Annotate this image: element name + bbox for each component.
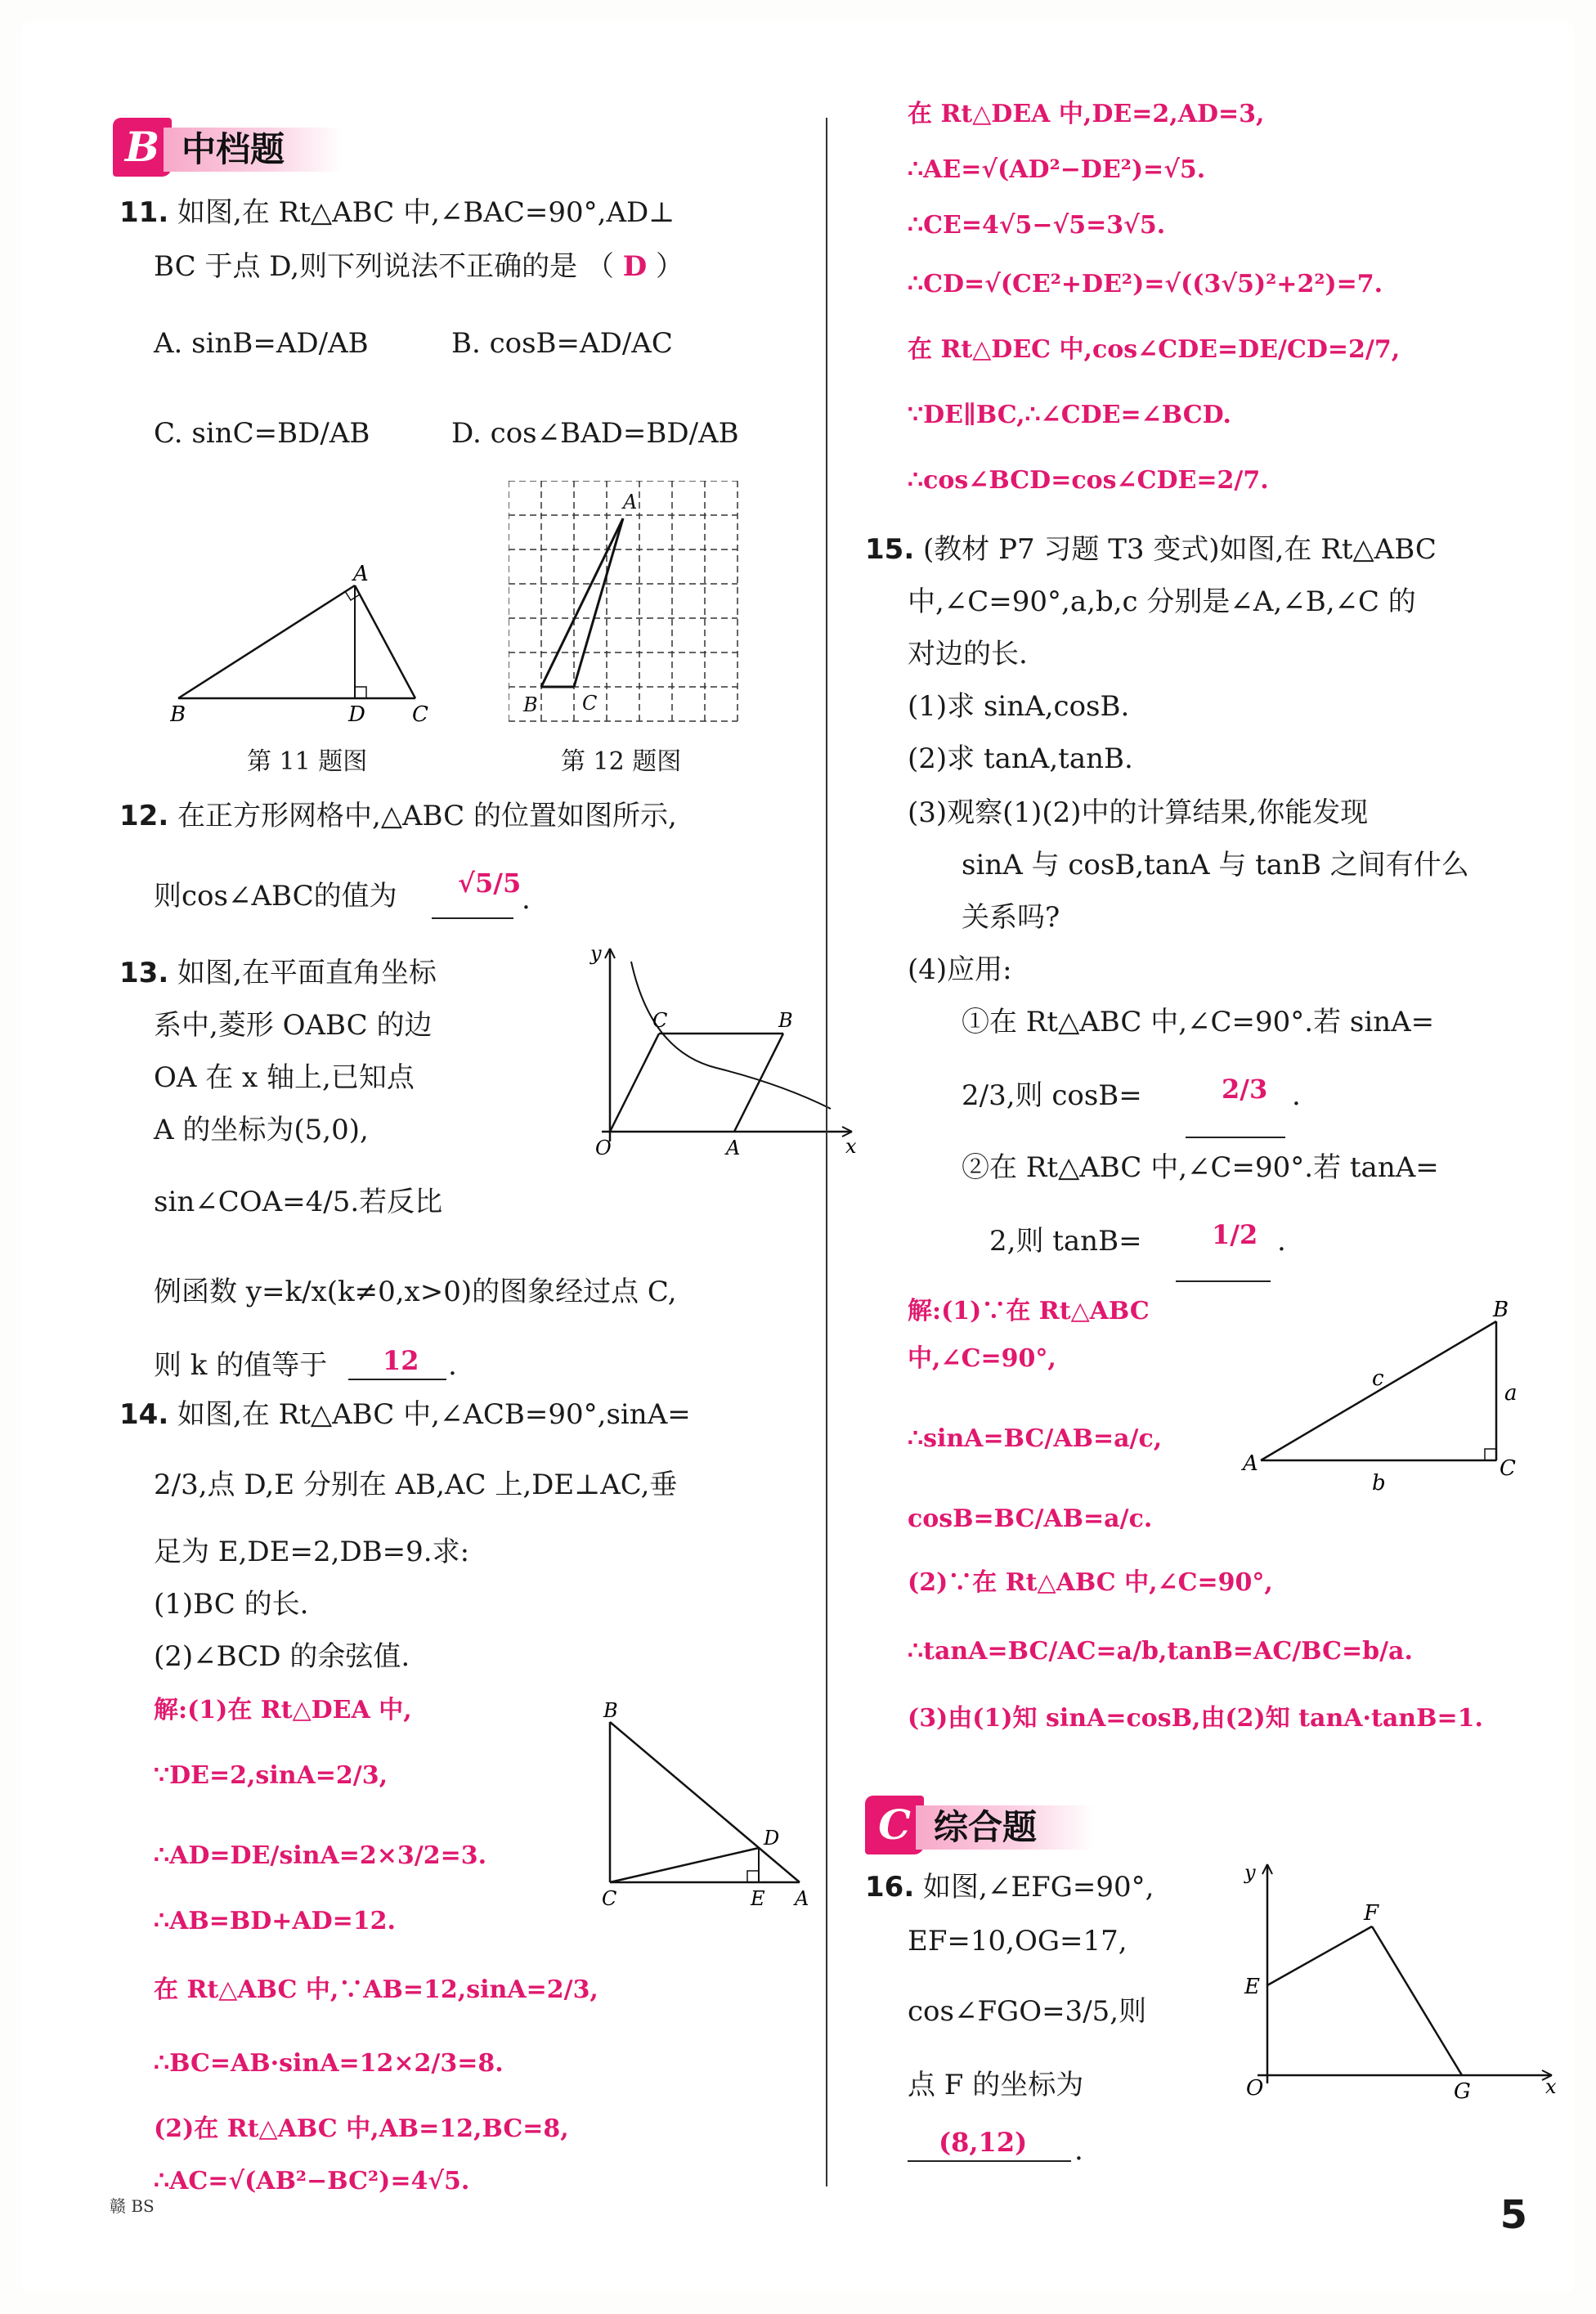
q15-sol-6: (3)由(1)知 sinA=cosB,由(2)知 tanA·tanB=1. xyxy=(908,1704,1483,1733)
svg-text:x: x xyxy=(1545,2075,1557,2098)
q15-text1: (教材 P7 习题 T3 变式)如图,在 Rt△ABC xyxy=(923,533,1437,566)
q14-line4: (1)BC 的长. xyxy=(154,1588,309,1621)
svg-text:C: C xyxy=(582,692,598,715)
q14-sol-3: ∴AB=BD+AD=12. xyxy=(154,1907,396,1935)
svg-text:y: y xyxy=(1244,1861,1256,1884)
svg-text:a: a xyxy=(1504,1381,1518,1406)
section-b-letter: B xyxy=(113,118,172,177)
figure-11-caption: 第 11 题图 xyxy=(247,747,368,776)
q15-line8: 关系吗? xyxy=(962,901,1060,934)
q12-answer-blank xyxy=(432,917,513,919)
q11-option-c: C. sinC=BD/AB xyxy=(154,417,370,450)
figure-12 xyxy=(509,481,739,728)
q15-period1: . xyxy=(1292,1079,1301,1112)
q16-answer: (8,12) xyxy=(939,2127,1028,2158)
q11-answer: D xyxy=(622,250,648,283)
svg-text:x: x xyxy=(845,1135,857,1158)
q14-line3: 足为 E,DE=2,DB=9.求: xyxy=(154,1536,470,1568)
figure-13 xyxy=(585,945,863,1158)
q13-line6: 例函数 y=k/x(k≠0,x>0)的图象经过点 C, xyxy=(154,1276,677,1308)
q15-line7: sinA 与 cosB,tanA 与 tanB 之间有什么 xyxy=(962,849,1469,881)
svg-text:B: B xyxy=(603,1699,618,1722)
q14-sol-5: ∴BC=AB·sinA=12×2/3=8. xyxy=(154,2049,504,2078)
svg-text:C: C xyxy=(652,1009,668,1032)
q14-sol-7: ∴AC=√(AB²−BC²)=4√5. xyxy=(154,2167,470,2195)
q16-period: . xyxy=(1074,2134,1083,2167)
svg-text:b: b xyxy=(1372,1471,1386,1493)
q13-text1: 如图,在平面直角坐标 xyxy=(177,957,437,989)
svg-text:A: A xyxy=(353,562,369,586)
q13-answer: 12 xyxy=(383,1345,419,1376)
q16-text1: 如图,∠EFG=90°, xyxy=(923,1871,1154,1904)
svg-text:A: A xyxy=(795,1887,809,1910)
svg-text:O: O xyxy=(595,1137,612,1158)
svg-text:y: y xyxy=(590,945,602,965)
q11-line1 xyxy=(119,193,675,232)
q14-sol-1: ∵DE=2,sinA=2/3, xyxy=(154,1761,388,1790)
q16-line4: 点 F 的坐标为 xyxy=(908,2069,1084,2101)
q14-line1 xyxy=(119,1395,691,1434)
q15-sol-1: 中,∠C=90°, xyxy=(908,1344,1056,1373)
q14-number: 14. xyxy=(119,1398,169,1431)
svg-text:c: c xyxy=(1372,1366,1384,1391)
q15-line13: 2,则 tanB= xyxy=(989,1225,1142,1258)
q15-answer2-blank xyxy=(1176,1280,1271,1282)
q12-answer: √5/5 xyxy=(458,868,522,899)
q15-line12: ②在 Rt△ABC 中,∠C=90°.若 tanA= xyxy=(962,1151,1439,1184)
q15-sol-3: cosB=BC/AB=a/c. xyxy=(908,1505,1153,1533)
q13-line3: OA 在 x 轴上,已知点 xyxy=(154,1061,415,1094)
figure-14 xyxy=(585,1697,823,1910)
svg-text:B: B xyxy=(778,1009,793,1032)
q13-line7: 则 k 的值等于 xyxy=(154,1349,328,1382)
q15-period2: . xyxy=(1277,1225,1286,1258)
q14-sol-cont-4: 在 Rt△DEC 中,cos∠CDE=DE/CD=2/7, xyxy=(908,335,1401,364)
svg-text:F: F xyxy=(1364,1901,1379,1926)
svg-text:B: B xyxy=(170,702,186,724)
figure-11 xyxy=(170,561,440,724)
q12-text1: 在正方形网格中,△ABC 的位置如图所示, xyxy=(177,800,677,832)
q15-line2: 中,∠C=90°,a,b,c 分别是∠A,∠B,∠C 的 xyxy=(908,585,1416,618)
section-b-title: 中档题 xyxy=(164,128,342,172)
q15-sol-0: 解:(1)∵在 Rt△ABC xyxy=(908,1297,1150,1325)
q14-sol-0: 解:(1)在 Rt△DEA 中, xyxy=(154,1696,412,1724)
q14-sol-6: (2)在 Rt△ABC 中,AB=12,BC=8, xyxy=(154,2114,569,2143)
q15-answer1: 2/3 xyxy=(1222,1074,1268,1105)
svg-text:E: E xyxy=(751,1887,765,1910)
q13-line1 xyxy=(119,953,437,993)
q14-sol-cont-2: ∴CE=4√5−√5=3√5. xyxy=(908,211,1166,240)
q15-line9: (4)应用: xyxy=(908,953,1012,986)
q15-sol-2: ∴sinA=BC/AB=a/c, xyxy=(908,1424,1163,1453)
q16-answer-blank xyxy=(908,2160,1071,2162)
q11-option-a: A. sinB=AD/AB xyxy=(154,327,369,360)
section-b-banner xyxy=(113,118,456,177)
q14-sol-cont-1: ∴AE=√(AD²−DE²)=√5. xyxy=(908,155,1206,184)
q13-line2: 系中,菱形 OABC 的边 xyxy=(154,1009,433,1042)
q14-sol-cont-3: ∴CD=√(CE²+DE²)=√((3√5)²+2²)=7. xyxy=(908,270,1383,298)
svg-text:B: B xyxy=(1493,1298,1509,1322)
column-divider xyxy=(826,118,827,2186)
q13-line5: sin∠COA=4/5.若反比 xyxy=(154,1186,443,1218)
section-c-title: 综合题 xyxy=(916,1805,1094,1850)
q11-option-b: B. cosB=AD/AC xyxy=(451,327,673,360)
q13-number: 13. xyxy=(119,957,169,989)
q12-line2: 则cos∠ABC的值为 xyxy=(154,880,397,913)
q12-period: . xyxy=(522,883,531,916)
q14-line2: 2/3,点 D,E 分别在 AB,AC 上,DE⊥AC,垂 xyxy=(154,1469,678,1501)
footer-code: 赣 BS xyxy=(110,2196,155,2216)
q11-text1: 如图,在 Rt△ABC 中,∠BAC=90°,AD⊥ xyxy=(177,196,675,229)
q11-number: 11. xyxy=(119,196,169,229)
q16-line3: cos∠FGO=3/5,则 xyxy=(908,1995,1147,2028)
svg-text:E: E xyxy=(1244,1975,1260,1999)
section-c-banner xyxy=(865,1796,1208,1854)
q15-line11: 2/3,则 cosB= xyxy=(962,1079,1142,1112)
q15-number: 15. xyxy=(865,533,915,566)
q12-number: 12. xyxy=(119,800,169,832)
q16-number: 16. xyxy=(865,1871,915,1904)
svg-text:G: G xyxy=(1454,2079,1471,2104)
q15-line1 xyxy=(865,530,1437,569)
svg-text:C: C xyxy=(1500,1456,1516,1481)
section-c-letter: C xyxy=(865,1796,924,1854)
q13-answer-blank xyxy=(348,1379,446,1380)
q15-line10: ①在 Rt△ABC 中,∠C=90°.若 sinA= xyxy=(962,1006,1435,1038)
q14-sol-4: 在 Rt△ABC 中,∵AB=12,sinA=2/3, xyxy=(154,1975,598,2004)
figure-15 xyxy=(1236,1297,1539,1493)
q16-line2: EF=10,OG=17, xyxy=(908,1925,1128,1957)
q15-line4: (1)求 sinA,cosB. xyxy=(908,690,1130,723)
svg-text:D: D xyxy=(764,1827,780,1850)
svg-text:A: A xyxy=(623,491,638,513)
q11-option-d: D. cos∠BAD=BD/AB xyxy=(451,417,739,450)
figure-16 xyxy=(1225,1861,1568,2106)
q13-period: . xyxy=(448,1349,457,1382)
q11-text2: BC 于点 D,则下列说法不正确的是 （ xyxy=(154,250,614,283)
q11-close-paren: ） xyxy=(656,250,684,283)
q15-answer1-blank xyxy=(1186,1137,1285,1138)
q14-line5: (2)∠BCD 的余弦值. xyxy=(154,1640,410,1673)
svg-text:A: A xyxy=(1243,1451,1258,1476)
q14-sol-2: ∴AD=DE/sinA=2×3/2=3. xyxy=(154,1841,487,1870)
q15-line6: (3)观察(1)(2)中的计算结果,你能发现 xyxy=(908,796,1369,829)
q15-line3: 对边的长. xyxy=(908,638,1028,670)
q14-text1: 如图,在 Rt△ABC 中,∠ACB=90°,sinA= xyxy=(177,1398,691,1431)
q12-line1 xyxy=(119,796,677,836)
q15-answer2: 1/2 xyxy=(1212,1219,1258,1250)
q11-line2 xyxy=(154,247,684,286)
q15-sol-4: (2)∵在 Rt△ABC 中,∠C=90°, xyxy=(908,1568,1273,1597)
q14-sol-cont-0: 在 Rt△DEA 中,DE=2,AD=3, xyxy=(908,100,1265,128)
svg-text:C: C xyxy=(412,702,428,724)
svg-text:A: A xyxy=(726,1137,741,1158)
q14-sol-cont-6: ∴cos∠BCD=cos∠CDE=2/7. xyxy=(908,466,1269,495)
q14-sol-cont-5: ∵DE∥BC,∴∠CDE=∠BCD. xyxy=(908,401,1231,429)
page-number: 5 xyxy=(1500,2192,1527,2238)
q15-sol-5: ∴tanA=BC/AC=a/b,tanB=AC/BC=b/a. xyxy=(908,1637,1413,1666)
page xyxy=(21,21,1575,2293)
q15-line5: (2)求 tanA,tanB. xyxy=(908,742,1133,775)
figure-12-caption: 第 12 题图 xyxy=(561,747,682,776)
svg-text:D: D xyxy=(348,702,365,724)
q13-line4: A 的坐标为(5,0), xyxy=(154,1114,369,1146)
q16-line1 xyxy=(865,1868,1154,1907)
svg-text:B: B xyxy=(523,693,538,716)
svg-text:O: O xyxy=(1246,2076,1264,2101)
svg-text:C: C xyxy=(602,1887,617,1910)
